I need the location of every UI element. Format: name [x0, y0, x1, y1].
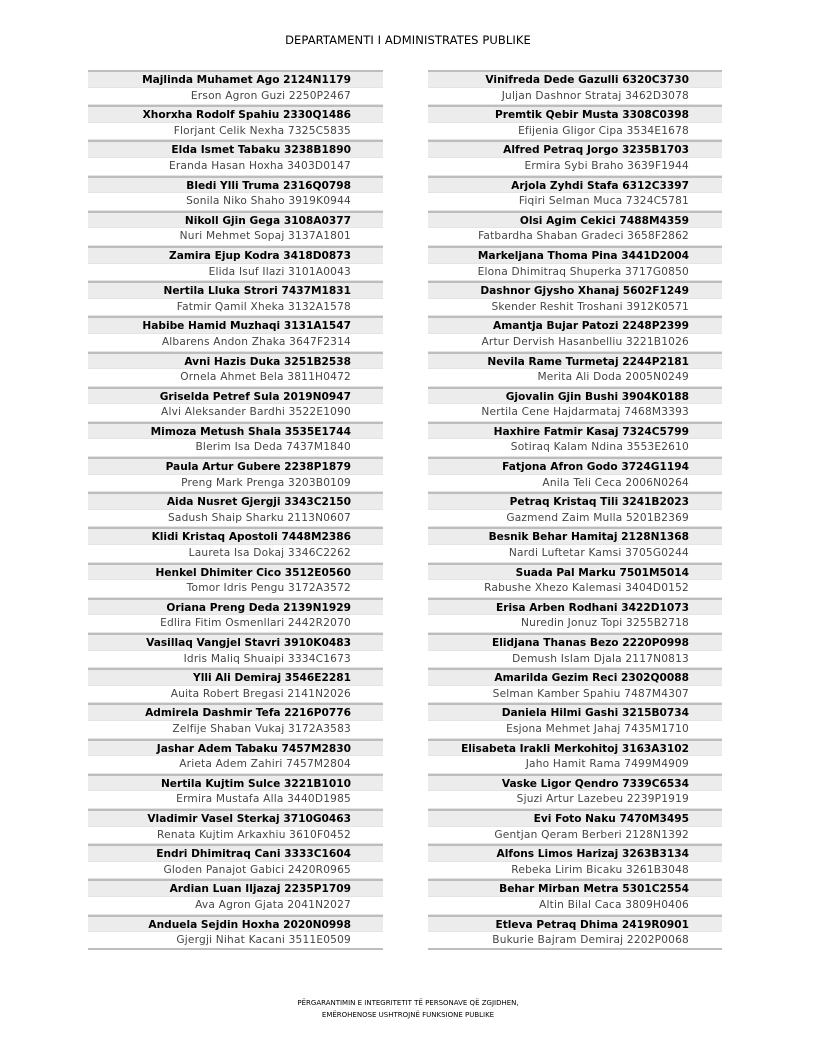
page-title: DEPARTAMENTI I ADMINISTRATES PUBLIKE [285, 33, 531, 47]
list-item: Bledi Ylli Truma 2316Q0798 [88, 176, 383, 194]
list-item: Ornela Ahmet Bela 3811H0472 [88, 369, 383, 387]
list-item: Demush Islam Djala 2117N0813 [428, 651, 722, 669]
list-item: Besnik Behar Hamitaj 2128N1368 [428, 527, 722, 545]
list-item: Gjovalin Gjin Bushi 3904K0188 [428, 387, 722, 405]
list-item: Eranda Hasan Hoxha 3403D0147 [88, 158, 383, 176]
list-item: Anduela Sejdin Hoxha 2020N0998 [88, 915, 383, 933]
list-item: Bukurie Bajram Demiraj 2202P0068 [428, 932, 722, 950]
list-item: Sadush Shaip Sharku 2113N0607 [88, 510, 383, 528]
page-footer [0, 997, 816, 1021]
list-item: Gjergji Nihat Kacani 3511E0509 [88, 932, 383, 950]
list-item: Nikoll Gjin Gega 3108A0377 [88, 211, 383, 229]
list-item: Premtik Qebir Musta 3308C0398 [428, 105, 722, 123]
list-item: Efijenia Gligor Cipa 3534E1678 [428, 123, 722, 141]
list-item: Gentjan Qeram Berberi 2128N1392 [428, 827, 722, 845]
list-item: Suada Pal Marku 7501M5014 [428, 563, 722, 581]
list-item: Elona Dhimitraq Shuperka 3717G0850 [428, 264, 722, 282]
list-item: Evi Foto Naku 7470M3495 [428, 809, 722, 827]
list-item: Majlinda Muhamet Ago 2124N1179 [88, 70, 383, 88]
list-item: Elda Ismet Tabaku 3238B1890 [88, 140, 383, 158]
list-item: Klidi Kristaq Apostoli 7448M2386 [88, 527, 383, 545]
list-item: Daniela Hilmi Gashi 3215B0734 [428, 703, 722, 721]
list-item: Etleva Petraq Dhima 2419R0901 [428, 915, 722, 933]
list-item: Arjola Zyhdi Stafa 6312C3397 [428, 176, 722, 194]
list-item: Rabushe Xhezo Kalemasi 3404D0152 [428, 580, 722, 598]
list-item: Elida Isuf Ilazi 3101A0043 [88, 264, 383, 282]
list-item: Merita Ali Doda 2005N0249 [428, 369, 722, 387]
list-item: Gloden Panajot Gabici 2420R0965 [88, 862, 383, 880]
list-item: Henkel Dhimiter Cico 3512E0560 [88, 563, 383, 581]
list-item: Endri Dhimitraq Cani 3333C1604 [88, 844, 383, 862]
list-item: Ardian Luan Iljazaj 2235P1709 [88, 879, 383, 897]
list-item: Paula Artur Gubere 2238P1879 [88, 457, 383, 475]
list-item: Petraq Kristaq Tili 3241B2023 [428, 492, 722, 510]
list-item: Esjona Mehmet Jahaj 7435M1710 [428, 721, 722, 739]
list-item: Fiqiri Selman Muca 7324C5781 [428, 193, 722, 211]
list-item: Arieta Adem Zahiri 7457M2804 [88, 756, 383, 774]
list-item: Altin Bilal Caca 3809H0406 [428, 897, 722, 915]
list-item: Nertila Cene Hajdarmataj 7468M3393 [428, 404, 722, 422]
list-item: Amantja Bujar Patozi 2248P2399 [428, 316, 722, 334]
footer-line-2: EMËROHENOSE USHTROJNË FUNKSIONE PUBLIKE [321, 1011, 495, 1019]
list-item: Tomor Idris Pengu 3172A3572 [88, 580, 383, 598]
list-item: Ermira Sybi Braho 3639F1944 [428, 158, 722, 176]
list-item: Skender Reshit Troshani 3912K0571 [428, 299, 722, 317]
list-item: Admirela Dashmir Tefa 2216P0776 [88, 703, 383, 721]
list-item: Rebeka Lirim Bicaku 3261B3048 [428, 862, 722, 880]
footer-line-1: PËRGARANTIMIN E INTEGRITETIT TË PERSONAVE QË ZGJIDHEN, [297, 999, 519, 1007]
list-item: Nuri Mehmet Sopaj 3137A1801 [88, 228, 383, 246]
list-item: Fatmir Qamil Xheka 3132A1578 [88, 299, 383, 317]
list-item: Selman Kamber Spahiu 7487M4307 [428, 686, 722, 704]
list-item: Erson Agron Guzi 2250P2467 [88, 88, 383, 106]
list-item: Sjuzi Artur Lazebeu 2239P1919 [428, 791, 722, 809]
list-item: Anila Teli Ceca 2006N0264 [428, 475, 722, 493]
list-item: Renata Kujtim Arkaxhiu 3610F0452 [88, 827, 383, 845]
list-item: Jashar Adem Tabaku 7457M2830 [88, 739, 383, 757]
list-item: Florjant Celik Nexha 7325C5835 [88, 123, 383, 141]
list-item: Ylli Ali Demiraj 3546E2281 [88, 668, 383, 686]
list-item: Vaske Ligor Qendro 7339C6534 [428, 774, 722, 792]
list-item: Erisa Arben Rodhani 3422D1073 [428, 598, 722, 616]
list-item: Sonila Niko Shaho 3919K0944 [88, 193, 383, 211]
list-item: Jaho Hamit Rama 7499M4909 [428, 756, 722, 774]
list-item: Dashnor Gjysho Xhanaj 5602F1249 [428, 281, 722, 299]
list-item: Ava Agron Gjata 2041N2027 [88, 897, 383, 915]
list-item: Habibe Hamid Muzhaqi 3131A1547 [88, 316, 383, 334]
list-item: Nuredin Jonuz Topi 3255B2718 [428, 615, 722, 633]
list-item: Nardi Luftetar Kamsi 3705G0244 [428, 545, 722, 563]
list-item: Oriana Preng Deda 2139N1929 [88, 598, 383, 616]
right-name-list [428, 70, 722, 950]
list-item: Vasillaq Vangjel Stavri 3910K0483 [88, 633, 383, 651]
list-item: Preng Mark Prenga 3203B0109 [88, 475, 383, 493]
list-item: Idris Maliq Shuaipi 3334C1673 [88, 651, 383, 669]
list-item: Avni Hazis Duka 3251B2538 [88, 352, 383, 370]
list-item: Haxhire Fatmir Kasaj 7324C5799 [428, 422, 722, 440]
list-item: Alfons Limos Harizaj 3263B3134 [428, 844, 722, 862]
list-item: Elidjana Thanas Bezo 2220P0998 [428, 633, 722, 651]
list-item: Behar Mirban Metra 5301C2554 [428, 879, 722, 897]
list-item: Aida Nusret Gjergji 3343C2150 [88, 492, 383, 510]
list-item: Auita Robert Bregasi 2141N2026 [88, 686, 383, 704]
list-item: Gazmend Zaim Mulla 5201B2369 [428, 510, 722, 528]
list-item: Markeljana Thoma Pina 3441D2004 [428, 246, 722, 264]
list-item: Alfred Petraq Jorgo 3235B1703 [428, 140, 722, 158]
list-item: Elisabeta Irakli Merkohitoj 3163A3102 [428, 739, 722, 757]
list-item: Mimoza Metush Shala 3535E1744 [88, 422, 383, 440]
list-item: Nertila Kujtim Sulce 3221B1010 [88, 774, 383, 792]
list-item: Amarilda Gezim Reci 2302Q0088 [428, 668, 722, 686]
list-item: Zelfije Shaban Vukaj 3172A3583 [88, 721, 383, 739]
list-item: Olsi Agim Cekici 7488M4359 [428, 211, 722, 229]
list-item: Vinifreda Dede Gazulli 6320C3730 [428, 70, 722, 88]
left-name-list [88, 70, 383, 950]
list-item: Juljan Dashnor Strataj 3462D3078 [428, 88, 722, 106]
list-item: Laureta Isa Dokaj 3346C2262 [88, 545, 383, 563]
list-item: Ermira Mustafa Alla 3440D1985 [88, 791, 383, 809]
list-item: Artur Dervish Hasanbelliu 3221B1026 [428, 334, 722, 352]
list-item: Nevila Rame Turmetaj 2244P2181 [428, 352, 722, 370]
list-item: Xhorxha Rodolf Spahiu 2330Q1486 [88, 105, 383, 123]
list-item: Nertila Lluka Strori 7437M1831 [88, 281, 383, 299]
list-item: Sotiraq Kalam Ndina 3553E2610 [428, 439, 722, 457]
list-item: Fatbardha Shaban Gradeci 3658F2862 [428, 228, 722, 246]
list-item: Blerim Isa Deda 7437M1840 [88, 439, 383, 457]
list-item: Vladimir Vasel Sterkaj 3710G0463 [88, 809, 383, 827]
list-item: Edlira Fitim Osmenllari 2442R2070 [88, 615, 383, 633]
list-item: Zamira Ejup Kodra 3418D0873 [88, 246, 383, 264]
list-item: Albarens Andon Zhaka 3647F2314 [88, 334, 383, 352]
list-item: Fatjona Afron Godo 3724G1194 [428, 457, 722, 475]
list-item: Griselda Petref Sula 2019N0947 [88, 387, 383, 405]
list-item: Alvi Aleksander Bardhi 3522E1090 [88, 404, 383, 422]
